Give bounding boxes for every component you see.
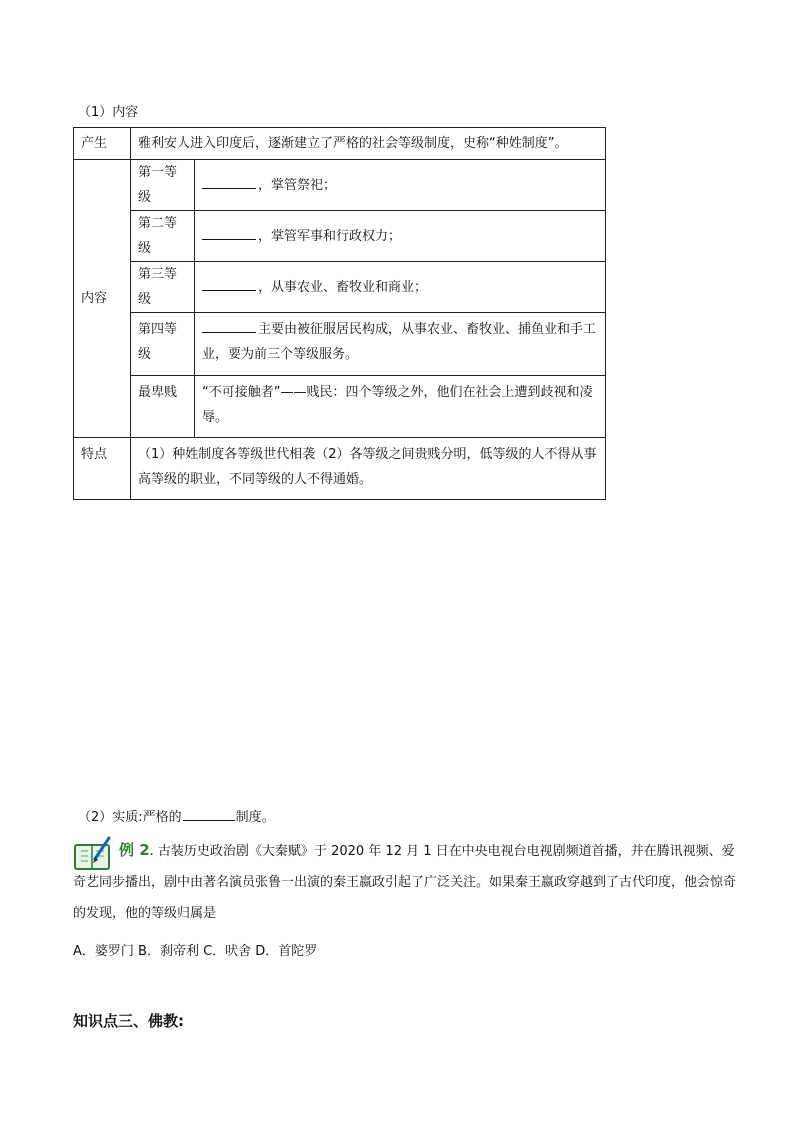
- fill-blank[interactable]: [183, 807, 235, 821]
- answer-options[interactable]: A．婆罗门 B．刹帝利 C．吠舍 D．首陀罗: [73, 944, 318, 959]
- notebook-pen-icon: [73, 835, 113, 871]
- rank-desc: ，掌管军事和行政权力；: [195, 211, 606, 262]
- substance-line: （2）实质:严格的 制度。: [78, 806, 275, 825]
- fill-blank[interactable]: [202, 277, 256, 291]
- rank-name: 第四等级: [131, 313, 195, 376]
- table-row: [74, 160, 606, 211]
- fill-blank[interactable]: [202, 319, 256, 333]
- content-label: 内容: [74, 160, 131, 438]
- rank-name: 第一等级: [131, 160, 195, 211]
- fill-blank[interactable]: [202, 175, 256, 189]
- table-row: [74, 313, 606, 376]
- table-row: [74, 438, 606, 500]
- origin-label: 产生: [74, 128, 131, 160]
- rank-name: 第三等级: [131, 262, 195, 313]
- table-row: [74, 262, 606, 313]
- rank-desc: ，从事农业、畜牧业和商业；: [195, 262, 606, 313]
- table-row: [74, 211, 606, 262]
- table-row: [74, 376, 606, 438]
- fill-blank[interactable]: [202, 226, 256, 240]
- rank-desc: ，掌管祭祀；: [195, 160, 606, 211]
- feature-text: （1）种姓制度各等级世代相袭（2）各等级之间贵贱分明，低等级的人不得从事高等级的职业，不同等级的人不得通婚。: [131, 438, 606, 500]
- example-question: [73, 835, 737, 929]
- origin-text: 雅利安人进入印度后，逐渐建立了严格的社会等级制度，史称“种姓制度”。: [131, 128, 606, 160]
- feature-label: 特点: [74, 438, 131, 500]
- rank-name: 最卑贱: [131, 376, 195, 438]
- rank-name: 第二等级: [131, 211, 195, 262]
- rank-desc: 主要由被征服居民构成，从事农业、畜牧业、捕鱼业和手工业，要为前三个等级服务。: [195, 313, 606, 376]
- rank-desc: “不可接触者”——贱民：四个等级之外，他们在社会上遭到歧视和凌辱。: [195, 376, 606, 438]
- example-label: 例 2: [119, 841, 150, 859]
- example-text: . 古装历史政治剧《大秦赋》于 2020 年 12 月 1 日在中央电视台电视剧频道首播，并在腾讯视频、爱奇艺同步播出，剧中由著名演员张鲁一出演的秦王嬴政引起了广泛关注。如果秦王嬴政穿越到了古代印度，他会惊奇的发现，他的等级归属是: [73, 844, 737, 921]
- section-heading-content: （1）内容: [78, 105, 139, 120]
- table-row: [74, 128, 606, 160]
- section-title: 知识点三、佛教:: [73, 1012, 184, 1030]
- caste-system-table: [73, 127, 606, 500]
